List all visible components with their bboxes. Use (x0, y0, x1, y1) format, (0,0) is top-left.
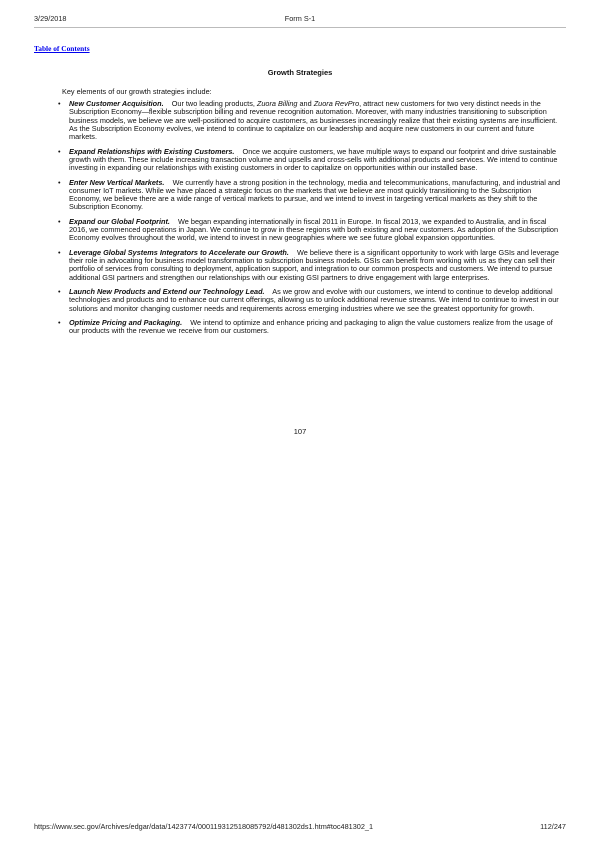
strategy-text: We believe there is a significant opportunity to work with large GSIs and leverage their role in advocating for business model transformation to subscription business models. GSIs can benefit from working with us as they can sell their portfolio of services from consulting to deployment, application support, and integration to our common prospects and customers. We intend to pursue additional GSI partners and strengthen our relationships with our existing GSI partners to drive engagement with large enterprises. (69, 247, 559, 282)
strategy-text: and (297, 99, 314, 108)
bullet-icon: • (58, 318, 61, 328)
list-item (58, 218, 564, 243)
bullet-icon: • (58, 247, 61, 257)
strategy-text: We currently have a strong position in the technology, media and telecommunications, manufacturing, and industrial and consumer IoT markets. While we have placed a strategic focus on the markets that we believe are most quickly transitioning to the Subscription Economy, we believe there are a wide range of vertical markets to pursue, and we intend to invest in targeting vertical markets as they shift to the Subscription Economy. (69, 177, 561, 212)
footer-url: https://www.sec.gov/Archives/edgar/data/1423774/000119312518085792/d481302ds1.htm#toc481302_1 (34, 822, 374, 831)
footer-page-count: 112/247 (540, 822, 566, 831)
list-item (58, 319, 564, 336)
strategy-text: , attract new customers for two very distinct needs in the Subscription Economy—flexible subscription billing and revenue recognition automation. Moreover, with many industries transitioning to subscription business models, we believe we are well-positioned to acquire customers, as businesses increasingly realize that their existing systems are insufficient. As the Subscription Economy evolves, we intend to continue to capitalize on our leadership and acquire new customers in our current and future markets. (69, 99, 558, 142)
strategy-text: We intend to optimize and enhance pricing and packaging to align the value customers realize from the usage of our products with the revenue we receive from our customers. (69, 318, 553, 336)
strategy-term: Expand Relationships with Existing Customers. (69, 146, 235, 156)
strategy-text: As we grow and evolve with our customers, we intend to continue to develop additional technologies and products and to enhance our current offerings, allowing us to unlock additional revenue streams. We intend to continue to invest in our solutions and monitor changing customer needs and requirements across emerging industries where we see the greatest opportunity for growth. (69, 287, 559, 313)
list-item (58, 249, 564, 282)
intro-text: Key elements of our growth strategies include: (62, 87, 212, 96)
page-number: 107 (293, 427, 307, 436)
strategy-text: We began expanding internationally in fiscal 2011 in Europe. In fiscal 2013, we expanded to Australia, and in fiscal 2016, we commenced operations in Japan. We continue to grow in these regions with both existing and new customers. As adoption of the Subscription Economy evolves throughout the world, we intend to invest in new geographies where we see future global expansion opportunities. (69, 216, 559, 243)
bullet-icon: • (58, 99, 61, 108)
table-of-contents-link[interactable]: Table of Contents (34, 44, 90, 53)
product-name: Zuora Billing (256, 99, 298, 108)
strategy-term: Enter New Vertical Markets. (69, 177, 165, 187)
list-item (58, 148, 564, 173)
header-date: 3/29/2018 (34, 14, 67, 23)
header-divider (34, 27, 566, 28)
header-title: Form S-1 (284, 14, 316, 23)
strategy-text: Once we acquire customers, we have multiple ways to expand our footprint and drive sustainable growth with them. These include increasing transaction volume and upsells and cross-sells with additional products and services. We intend to continue investing in expanding our relationships with existing customers in order to capitalize on opportunities within our installed base. (69, 146, 558, 173)
product-name: Zuora RevPro (313, 99, 360, 108)
strategy-term: Leverage Global Systems Integrators to Accelerate our Growth. (69, 247, 289, 257)
list-item (58, 179, 564, 212)
growth-strategies-list (58, 100, 564, 342)
list-item (58, 288, 564, 313)
bullet-icon: • (58, 287, 61, 297)
list-item (58, 100, 564, 141)
strategy-term: Expand our Global Footprint. (69, 216, 170, 226)
strategy-term: Launch New Products and Extend our Technology Lead. (69, 287, 265, 297)
strategy-term: Optimize Pricing and Packaging. (69, 318, 183, 328)
bullet-icon: • (58, 146, 61, 156)
section-title: Growth Strategies (267, 68, 333, 77)
strategy-text: Our two leading products, (171, 99, 257, 108)
bullet-icon: • (58, 177, 61, 187)
strategy-term: New Customer Acquisition. (69, 99, 164, 108)
bullet-icon: • (58, 216, 61, 226)
